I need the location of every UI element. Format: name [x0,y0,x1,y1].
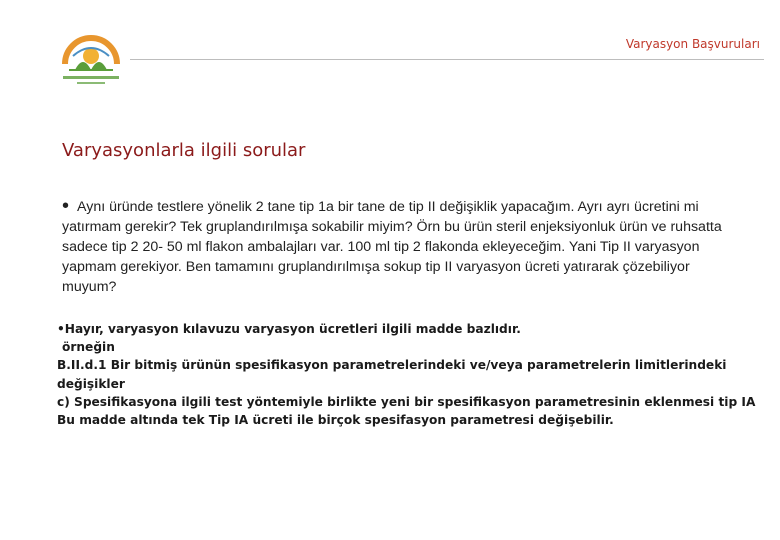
answer-line: Bu madde altında tek Tip IA ücreti ile birçok spesifasyon parametresi değişebilir. [57,413,614,428]
answer-line: örneğin [62,340,115,355]
ministry-emblem-icon [55,26,127,92]
question-text [62,197,722,297]
header-divider [130,59,764,60]
header-title: Varyasyon Başvuruları [625,37,760,51]
question-bullet: • [62,195,70,217]
question-body: Aynı üründe testlere yönelik 2 tane tip 1a bir tane de tip II değişiklik yapacağım. Ayrı ayrı ücretini mi yatırmam gerekir? Tek gruplandırılmışa sokabilir miyim? Örn bu ürün steril enjeksiyonluk ürün ve ruhsatta sadece tip 2 20- 50 ml flakon ambalajları var. 100 ml tip 2 flakonda ekleyeceğim. Yani Tip II varyasyon yapmam gerekiyor. Ben tamamını gruplandırılmışa sokup tip II varyasyon ücreti yatırarak çözebiliyor muyum? [62,199,722,295]
answer-line: c) Spesifikasyona ilgili test yöntemiyle birlikte yeni bir spesifikasyon parametresinin eklenmesi tip IA [57,394,756,409]
slide-title: Varyasyonlarla ilgili sorular [62,140,306,161]
ministry-logo [55,26,127,92]
answer-block [57,320,757,429]
answer-line: B.II.d.1 Bir bitmiş ürünün spesifikasyon parametrelerindeki ve/veya parametrelerin limitlerindeki değişikler [57,358,727,391]
answer-line: •Hayır, varyasyon kılavuzu varyasyon ücretleri ilgili madde bazlıdır. [57,322,521,336]
